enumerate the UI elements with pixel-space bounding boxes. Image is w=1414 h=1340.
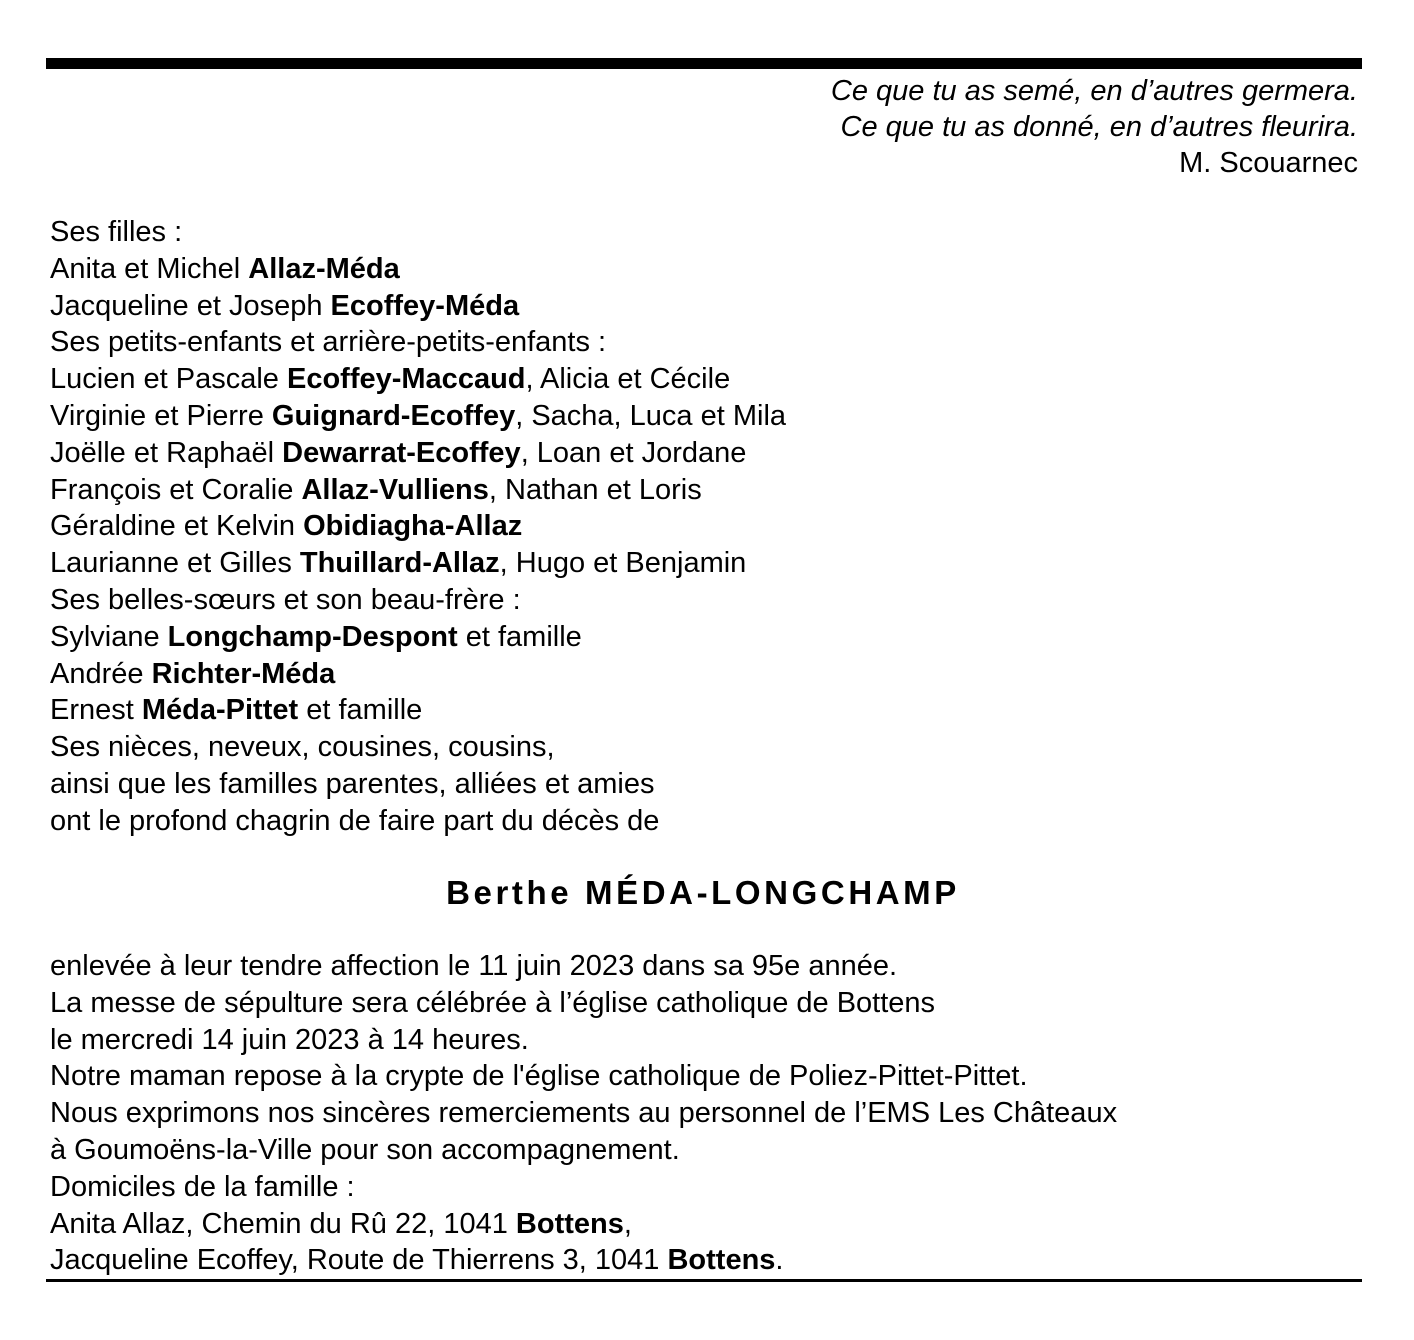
address-city: Bottens [515, 1207, 624, 1240]
family-line [50, 435, 786, 472]
given-names: Ernest [50, 694, 142, 727]
top-rule [46, 58, 1362, 69]
relatives-line: Ses nièces, neveux, cousines, cousins, [50, 731, 555, 764]
announce-line: ont le profond chagrin de faire part du décès de [50, 804, 660, 837]
given-names: Laurianne et Gilles [50, 547, 300, 580]
suffix: et famille [298, 694, 423, 727]
deceased-name: Berthe MÉDA-LONGCHAMP [446, 874, 960, 911]
epigraph-line-2: Ce que tu as donné, en d’autres fleurira. [840, 111, 1358, 143]
family-line [50, 656, 786, 693]
address-text: Anita Allaz, Chemin du Rû 22, 1041 [50, 1207, 516, 1240]
given-names: Andrée [50, 657, 152, 690]
surname: Méda-Pittet [141, 694, 299, 727]
epigraph-author: M. Scouarnec [1179, 147, 1358, 179]
bottom-rule [46, 1279, 1362, 1282]
surname: Allaz-Vulliens [301, 473, 489, 506]
details-line: enlevée à leur tendre affection le 11 juin 2023 dans sa 95e année. [50, 950, 898, 982]
epigraph [831, 73, 1358, 181]
family-line [50, 251, 786, 288]
children-names: , Nathan et Loris [488, 473, 702, 506]
epigraph-line-1: Ce que tu as semé, en d’autres germera. [830, 75, 1358, 107]
family-line [50, 619, 786, 656]
address-city: Bottens [667, 1244, 776, 1277]
family-line [50, 508, 786, 545]
given-names: Anita et Michel [50, 252, 249, 285]
details-line: à Goumoëns-la-Ville pour son accompagnement. [50, 1133, 680, 1166]
surname: Thuillard-Allaz [299, 547, 500, 580]
surname: Richter-Méda [151, 657, 336, 690]
surname: Ecoffey-Méda [330, 289, 520, 322]
families-line: ainsi que les familles parentes, alliées et amies [50, 767, 655, 800]
family-list [50, 214, 786, 840]
given-names: Sylviane [50, 620, 168, 653]
children-names: , Alicia et Cécile [525, 363, 731, 396]
grandchildren-heading: Ses petits-enfants et arrière-petits-enfants : [50, 326, 607, 359]
surname: Ecoffey-Maccaud [286, 363, 526, 396]
address-line [50, 1206, 1117, 1243]
address-text: Jacqueline Ecoffey, Route de Thierrens 3, 1041 [50, 1244, 668, 1277]
given-names: François et Coralie [50, 473, 302, 506]
daughters-heading: Ses filles : [50, 216, 183, 248]
details-block [50, 948, 1117, 1279]
family-line [50, 361, 786, 398]
inlaws-heading: Ses belles-sœurs et son beau-frère : [50, 583, 521, 616]
address-punct: . [775, 1244, 784, 1277]
family-line [50, 545, 786, 582]
surname: Longchamp-Despont [167, 620, 458, 653]
surname: Obidiagha-Allaz [303, 510, 523, 543]
given-names: Virginie et Pierre [50, 399, 272, 432]
family-line [50, 692, 786, 729]
surname: Dewarrat-Ecoffey [282, 436, 521, 469]
children-names: , Sacha, Luca et Mila [515, 399, 787, 432]
children-names: , Loan et Jordane [520, 436, 747, 469]
surname: Guignard-Ecoffey [271, 399, 516, 432]
suffix: et famille [457, 620, 582, 653]
domiciles-heading: Domiciles de la famille : [50, 1170, 355, 1203]
details-line: Nous exprimons nos sincères remerciements au personnel de l’EMS Les Châteaux [50, 1097, 1118, 1130]
given-names: Géraldine et Kelvin [50, 510, 304, 543]
details-line: La messe de sépulture sera célébrée à l’église catholique de Bottens [50, 986, 936, 1019]
family-line [50, 288, 786, 325]
address-punct: , [623, 1207, 632, 1240]
details-line: Notre maman repose à la crypte de l'église catholique de Poliez-Pittet-Pittet. [50, 1060, 1028, 1093]
details-line: le mercredi 14 juin 2023 à 14 heures. [50, 1023, 529, 1056]
children-names: , Hugo et Benjamin [499, 547, 747, 580]
given-names: Joëlle et Raphaël [50, 436, 283, 469]
given-names: Lucien et Pascale [50, 363, 287, 396]
address-line [50, 1242, 1117, 1279]
given-names: Jacqueline et Joseph [50, 289, 331, 322]
family-line [50, 472, 786, 509]
family-line [50, 398, 786, 435]
surname: Allaz-Méda [248, 252, 400, 285]
